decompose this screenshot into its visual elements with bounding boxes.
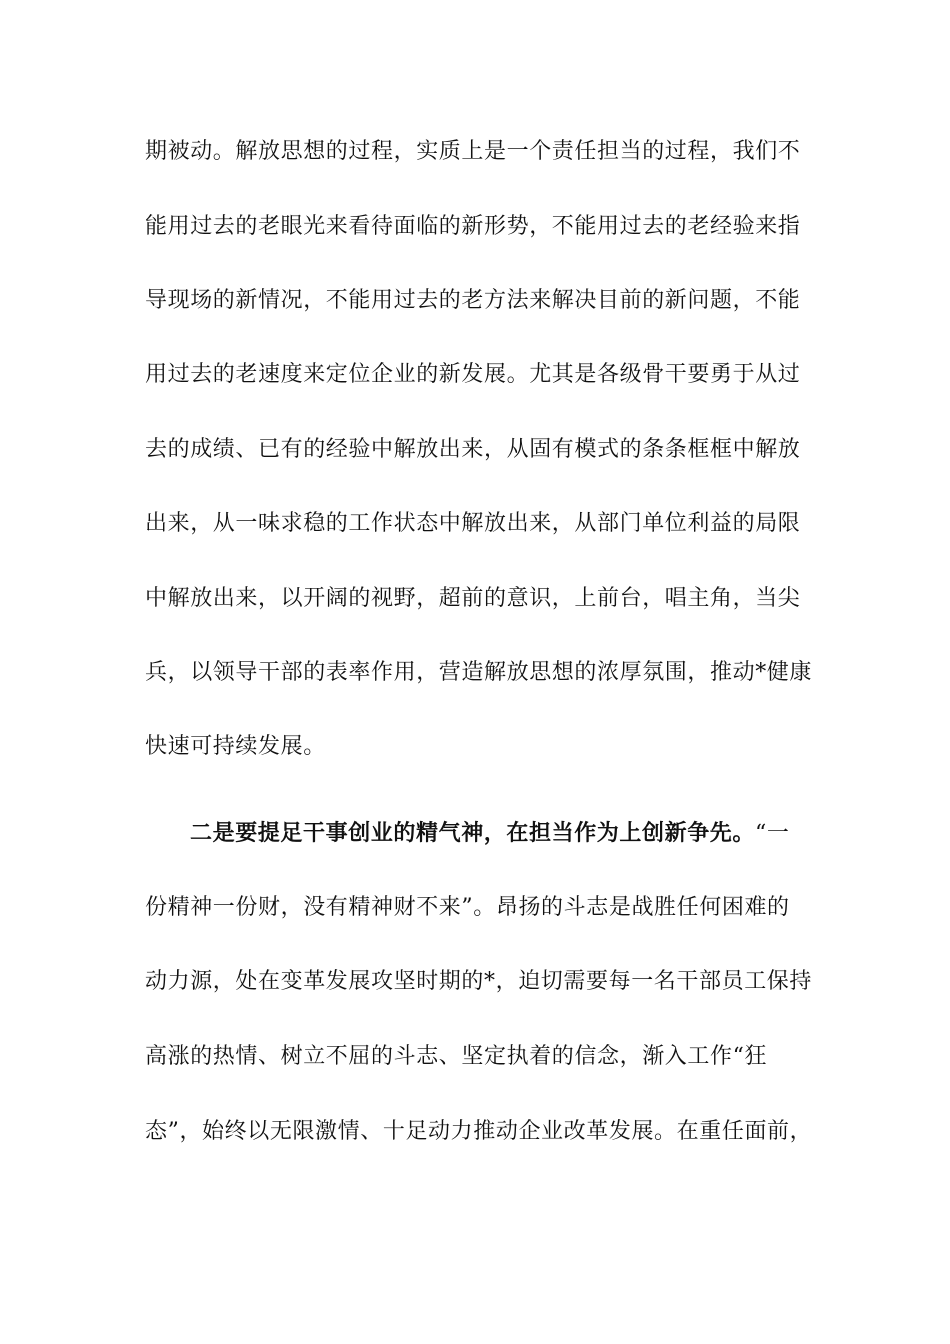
text-line: 去的成绩、已有的经验中解放出来，从固有模式的条条框框中解放 bbox=[145, 437, 801, 462]
text-line: 兵，以领导干部的表率作用，营造解放思想的浓厚氛围，推动*健康 bbox=[145, 660, 813, 685]
text-line: 出来，从一味求稳的工作状态中解放出来，从部门单位利益的局限 bbox=[145, 511, 801, 536]
bold-heading-text: 二是要提足干事创业的精气神，在担当作为上创新争先。 bbox=[190, 820, 756, 846]
text-line: 导现场的新情况，不能用过去的老方法来解决目前的新问题，不能 bbox=[145, 288, 801, 313]
text-line: 用过去的老速度来定位企业的新发展。尤其是各级骨干要勇于从过 bbox=[145, 362, 801, 387]
text-line: 态”，始终以无限激情、十足动力推动企业改革发展。在重任面前， bbox=[145, 1119, 813, 1144]
text-line: 份精神一份财，没有精神财不来”。昂扬的斗志是战胜任何困难的 bbox=[145, 895, 790, 920]
text-line: 高涨的热情、树立不屈的斗志、坚定执着的信念，渐入工作“狂 bbox=[145, 1044, 768, 1069]
text-line-first bbox=[190, 818, 810, 848]
text-line: 动力源，处在变革发展攻坚时期的*，迫切需要每一名干部员工保持 bbox=[145, 969, 813, 994]
text-line: 能用过去的老眼光来看待面临的新形势，不能用过去的老经验来指 bbox=[145, 214, 801, 239]
text-run: “一 bbox=[755, 821, 790, 846]
text-line: 中解放出来，以开阔的视野，超前的意识，上前台，唱主角，当尖 bbox=[145, 586, 801, 611]
text-line: 期被动。解放思想的过程，实质上是一个责任担当的过程，我们不 bbox=[145, 139, 801, 164]
text-line: 快速可持续发展。 bbox=[145, 734, 326, 759]
